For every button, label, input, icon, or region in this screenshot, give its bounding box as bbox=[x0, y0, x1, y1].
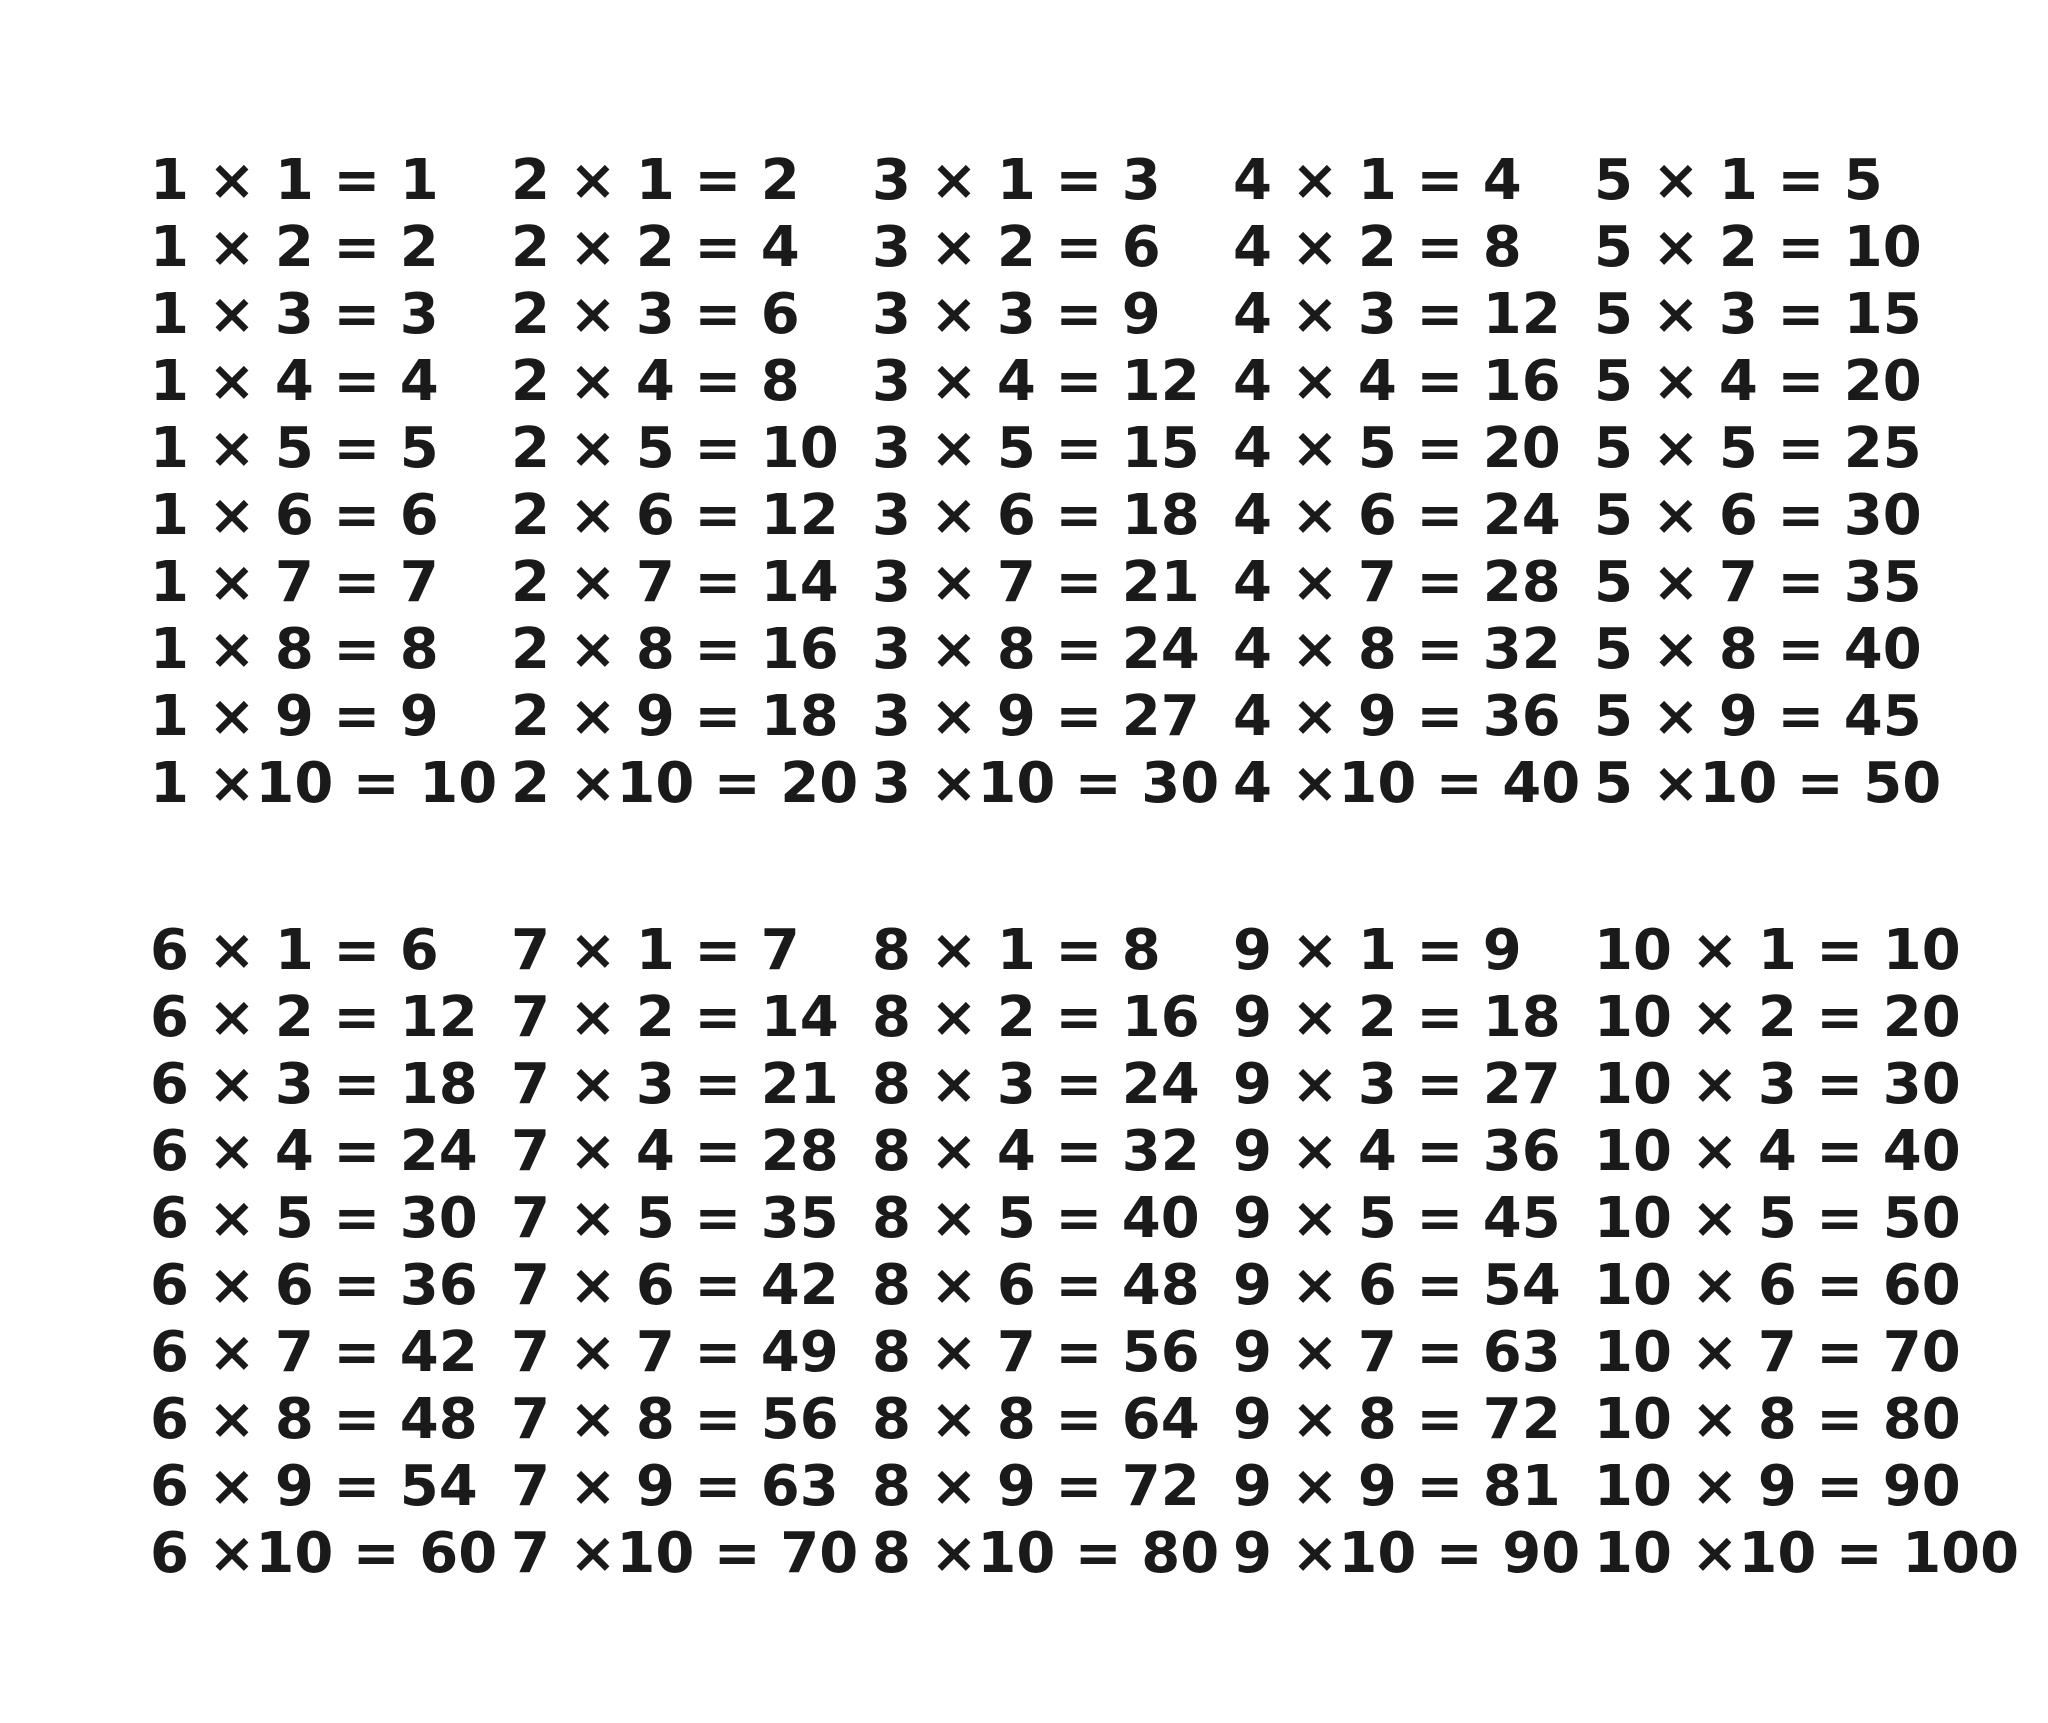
equation: 3 × 9 = 27 bbox=[872, 684, 1200, 749]
equation: 9 × 2 = 18 bbox=[1233, 985, 1561, 1050]
equation: 6 ×10 = 60 bbox=[150, 1521, 498, 1586]
equation: 5 × 1 = 5 bbox=[1594, 148, 1883, 213]
equation: 2 × 7 = 14 bbox=[511, 550, 839, 615]
equation: 9 × 8 = 72 bbox=[1233, 1387, 1561, 1452]
equation: 5 × 4 = 20 bbox=[1594, 349, 1922, 414]
equation: 4 × 3 = 12 bbox=[1233, 282, 1561, 347]
equation: 10 × 2 = 20 bbox=[1594, 985, 1961, 1050]
equation: 4 × 5 = 20 bbox=[1233, 416, 1561, 481]
equation: 7 × 4 = 28 bbox=[511, 1119, 839, 1184]
equation: 3 × 2 = 6 bbox=[872, 215, 1161, 280]
equation: 3 × 7 = 21 bbox=[872, 550, 1200, 615]
equation: 6 × 9 = 54 bbox=[150, 1454, 478, 1519]
equation: 5 ×10 = 50 bbox=[1594, 751, 1942, 816]
equation: 4 × 4 = 16 bbox=[1233, 349, 1561, 414]
equation: 7 × 2 = 14 bbox=[511, 985, 839, 1050]
equation: 6 × 7 = 42 bbox=[150, 1320, 478, 1385]
equation: 2 × 3 = 6 bbox=[511, 282, 800, 347]
table-1 bbox=[150, 147, 511, 817]
tables-block-1-to-5 bbox=[150, 147, 1955, 817]
equation: 4 ×10 = 40 bbox=[1233, 751, 1581, 816]
equation: 5 × 3 = 15 bbox=[1594, 282, 1922, 347]
equation: 1 × 8 = 8 bbox=[150, 617, 439, 682]
table-9 bbox=[1233, 917, 1594, 1587]
equation: 4 × 7 = 28 bbox=[1233, 550, 1561, 615]
equation: 3 × 6 = 18 bbox=[872, 483, 1200, 548]
equation: 8 × 7 = 56 bbox=[872, 1320, 1200, 1385]
equation: 3 × 5 = 15 bbox=[872, 416, 1200, 481]
equation: 8 ×10 = 80 bbox=[872, 1521, 1220, 1586]
equation: 9 × 5 = 45 bbox=[1233, 1186, 1561, 1251]
equation: 8 × 1 = 8 bbox=[872, 918, 1161, 983]
equation: 7 × 9 = 63 bbox=[511, 1454, 839, 1519]
equation: 6 × 2 = 12 bbox=[150, 985, 478, 1050]
equation: 10 × 7 = 70 bbox=[1594, 1320, 1961, 1385]
equation: 10 × 8 = 80 bbox=[1594, 1387, 1961, 1452]
equation: 5 × 2 = 10 bbox=[1594, 215, 1922, 280]
equation: 8 × 6 = 48 bbox=[872, 1253, 1200, 1318]
equation: 1 × 9 = 9 bbox=[150, 684, 439, 749]
equation: 9 × 3 = 27 bbox=[1233, 1052, 1561, 1117]
tables-block-6-to-10 bbox=[150, 917, 2020, 1587]
equation: 7 × 7 = 49 bbox=[511, 1320, 839, 1385]
table-6 bbox=[150, 917, 511, 1587]
equation: 9 × 1 = 9 bbox=[1233, 918, 1522, 983]
equation: 7 × 5 = 35 bbox=[511, 1186, 839, 1251]
equation: 5 × 5 = 25 bbox=[1594, 416, 1922, 481]
equation: 10 × 6 = 60 bbox=[1594, 1253, 1961, 1318]
equation: 10 × 4 = 40 bbox=[1594, 1119, 1961, 1184]
equation: 3 × 8 = 24 bbox=[872, 617, 1200, 682]
equation: 2 × 8 = 16 bbox=[511, 617, 839, 682]
table-10 bbox=[1594, 917, 2020, 1587]
equation: 10 × 9 = 90 bbox=[1594, 1454, 1961, 1519]
equation: 6 × 6 = 36 bbox=[150, 1253, 478, 1318]
equation: 2 × 1 = 2 bbox=[511, 148, 800, 213]
equation: 3 × 1 = 3 bbox=[872, 148, 1161, 213]
equation: 6 × 1 = 6 bbox=[150, 918, 439, 983]
equation: 6 × 8 = 48 bbox=[150, 1387, 478, 1452]
equation: 1 × 3 = 3 bbox=[150, 282, 439, 347]
equation: 6 × 4 = 24 bbox=[150, 1119, 478, 1184]
equation: 2 × 2 = 4 bbox=[511, 215, 800, 280]
table-3 bbox=[872, 147, 1233, 817]
equation: 7 × 8 = 56 bbox=[511, 1387, 839, 1452]
equation: 4 × 8 = 32 bbox=[1233, 617, 1561, 682]
equation: 5 × 9 = 45 bbox=[1594, 684, 1922, 749]
equation: 9 × 7 = 63 bbox=[1233, 1320, 1561, 1385]
equation: 3 ×10 = 30 bbox=[872, 751, 1220, 816]
equation: 7 × 6 = 42 bbox=[511, 1253, 839, 1318]
table-5 bbox=[1594, 147, 1955, 817]
equation: 5 × 7 = 35 bbox=[1594, 550, 1922, 615]
equation: 10 × 3 = 30 bbox=[1594, 1052, 1961, 1117]
equation: 1 × 1 = 1 bbox=[150, 148, 439, 213]
equation: 9 × 6 = 54 bbox=[1233, 1253, 1561, 1318]
equation: 8 × 9 = 72 bbox=[872, 1454, 1200, 1519]
equation: 8 × 2 = 16 bbox=[872, 985, 1200, 1050]
equation: 8 × 4 = 32 bbox=[872, 1119, 1200, 1184]
equation: 3 × 4 = 12 bbox=[872, 349, 1200, 414]
equation: 1 ×10 = 10 bbox=[150, 751, 498, 816]
equation: 7 ×10 = 70 bbox=[511, 1521, 859, 1586]
equation: 2 × 5 = 10 bbox=[511, 416, 839, 481]
equation: 1 × 2 = 2 bbox=[150, 215, 439, 280]
equation: 9 × 9 = 81 bbox=[1233, 1454, 1561, 1519]
equation: 1 × 4 = 4 bbox=[150, 349, 439, 414]
equation: 9 ×10 = 90 bbox=[1233, 1521, 1581, 1586]
equation: 5 × 8 = 40 bbox=[1594, 617, 1922, 682]
equation: 5 × 6 = 30 bbox=[1594, 483, 1922, 548]
equation: 8 × 3 = 24 bbox=[872, 1052, 1200, 1117]
equation: 6 × 3 = 18 bbox=[150, 1052, 478, 1117]
equation: 2 ×10 = 20 bbox=[511, 751, 859, 816]
equation: 7 × 1 = 7 bbox=[511, 918, 800, 983]
equation: 6 × 5 = 30 bbox=[150, 1186, 478, 1251]
equation: 4 × 2 = 8 bbox=[1233, 215, 1522, 280]
table-7 bbox=[511, 917, 872, 1587]
equation: 1 × 7 = 7 bbox=[150, 550, 439, 615]
equation: 10 ×10 = 100 bbox=[1594, 1521, 2020, 1586]
table-4 bbox=[1233, 147, 1594, 817]
equation: 3 × 3 = 9 bbox=[872, 282, 1161, 347]
equation: 7 × 3 = 21 bbox=[511, 1052, 839, 1117]
equation: 4 × 1 = 4 bbox=[1233, 148, 1522, 213]
equation: 8 × 8 = 64 bbox=[872, 1387, 1200, 1452]
equation: 2 × 6 = 12 bbox=[511, 483, 839, 548]
table-8 bbox=[872, 917, 1233, 1587]
equation: 10 × 1 = 10 bbox=[1594, 918, 1961, 983]
equation: 9 × 4 = 36 bbox=[1233, 1119, 1561, 1184]
equation: 10 × 5 = 50 bbox=[1594, 1186, 1961, 1251]
equation: 4 × 6 = 24 bbox=[1233, 483, 1561, 548]
equation: 2 × 9 = 18 bbox=[511, 684, 839, 749]
equation: 4 × 9 = 36 bbox=[1233, 684, 1561, 749]
equation: 1 × 6 = 6 bbox=[150, 483, 439, 548]
equation: 1 × 5 = 5 bbox=[150, 416, 439, 481]
table-2 bbox=[511, 147, 872, 817]
equation: 8 × 5 = 40 bbox=[872, 1186, 1200, 1251]
equation: 2 × 4 = 8 bbox=[511, 349, 800, 414]
